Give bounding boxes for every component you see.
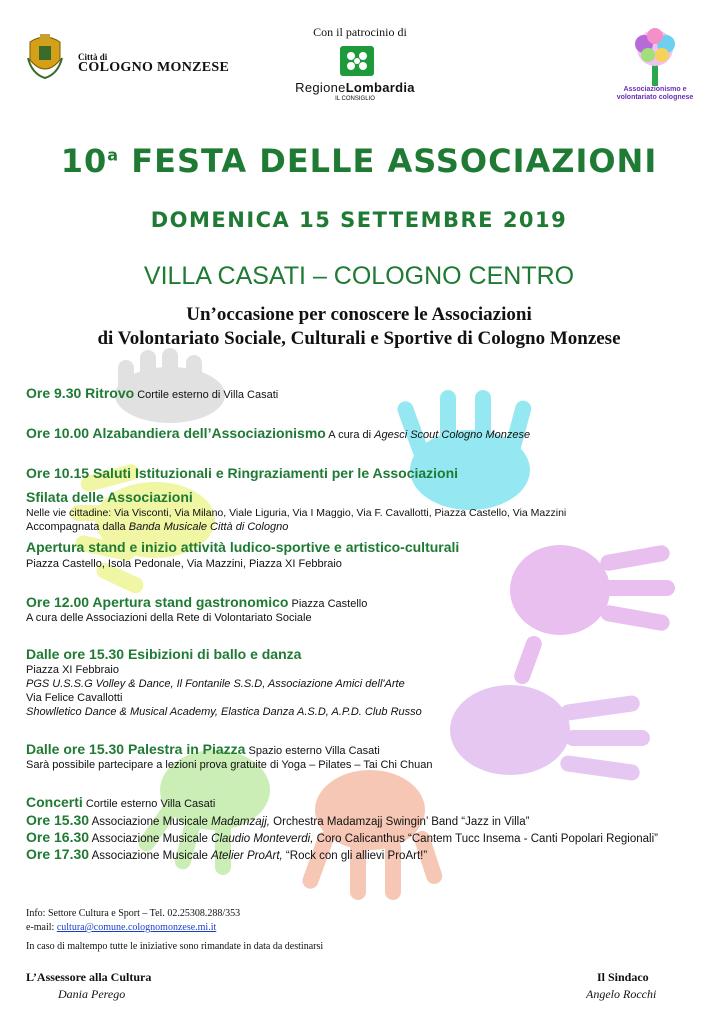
hand-cyan-icon xyxy=(395,390,533,510)
sindaco-role: Il Sindaco xyxy=(597,970,649,984)
event-title: 10$^a$ FESTA DELLE ASSOCIAZIONI xyxy=(60,142,658,180)
footer-email-line: e-mail: cultura@comune.colognomonzese.mi.it xyxy=(26,922,217,933)
event-date: DOMENICA 15 SETTEMBRE 2019 xyxy=(150,208,568,232)
sfilata-route: Nelle vie cittadine: Via Visconti, Via Milano, Viale Liguria, Via I Maggio, Via F. Cavallotti, Piazza Castello, Via Mazzini xyxy=(26,507,567,519)
program-item-sfilata: Sfilata delle Associazioni xyxy=(26,489,193,505)
weather-note: In caso di maltempo tutte le iniziative sono rimandate in data da destinarsi xyxy=(26,941,324,952)
patronage-label: Con il patrocinio di xyxy=(313,25,407,39)
association-tree-logo-icon xyxy=(620,28,690,88)
footer-info-line: Info: Settore Cultura e Sport – Tel. 02.25308.288/353 xyxy=(26,908,241,919)
footer-contact xyxy=(26,907,240,935)
city-crest-icon xyxy=(26,30,64,80)
gastronomico-organizers: A cura delle Associazioni della Rete di Volontariato Sociale xyxy=(26,612,312,624)
assessore-name: Dania Perego xyxy=(58,987,126,1001)
ballo-groups-1: PGS U.S.S.G Volley & Dance, Il Fontanile S.S.D, Associazione Amici dell'Arte xyxy=(26,678,405,690)
concert-row: Ore 15.30 Associazione Musicale Madamzajj, Orchestra Madamzajj Swingin’ Band “Jazz in Villa” xyxy=(26,812,530,828)
email-link[interactable]: cultura@comune.colognomonzese.mi.it xyxy=(56,922,217,933)
assessore-role: L’Assessore alla Cultura xyxy=(26,970,152,984)
ballo-place-1: Piazza XI Febbraio xyxy=(26,664,119,676)
apertura-stand-places: Piazza Castello, Isola Pedonale, Via Mazzini, Piazza XI Febbraio xyxy=(26,558,342,570)
region-logo-text: RegioneLombardia xyxy=(295,80,415,95)
city-label-small: Città di xyxy=(78,52,108,62)
program-item-ritrovo: Ore 9.30 Ritrovo Cortile esterno di Villa Casati xyxy=(26,385,279,401)
program-item-ballo-danza: Dalle ore 15.30 Esibizioni di ballo e danza xyxy=(26,646,302,662)
program-item-palestra: Dalle ore 15.30 Palestra in Piazza Spazio esterno Villa Casati xyxy=(26,741,380,757)
region-lombardia-logo-icon xyxy=(340,46,374,76)
sindaco-name: Angelo Rocchi xyxy=(586,987,657,1001)
event-venue: VILLA CASATI – COLOGNO CENTRO xyxy=(143,262,575,290)
ballo-groups-2: Showlletico Dance & Musical Academy, Elastica Danza A.S.D, A.P.D. Club Russo xyxy=(26,706,422,718)
event-intro: Un’occasione per conoscere le Associazioni di Volontariato Sociale, Culturali e Sportive di Cologno Monzese xyxy=(97,304,621,349)
program-item-alzabandiera: Ore 10.00 Alzabandiera dell’Associazionismo A cura di Agesci Scout Cologno Monzese xyxy=(26,425,531,441)
palestra-description: Sarà possibile partecipare a lezioni prova gratuite di Yoga – Pilates – Tai Chi Chuan xyxy=(26,759,433,771)
concert-row: Ore 16.30 Associazione Musicale Claudio Monteverdi, Coro Calicanthus “Cantem Tucc Insema - Canti Popolari Regionali” xyxy=(26,829,658,845)
city-name: COLOGNO MONZESE xyxy=(78,60,230,75)
hand-violet-icon xyxy=(450,685,650,781)
program-item-saluti: Ore 10.15 Saluti Istituzionali e Ringraziamenti per le Associazioni xyxy=(26,465,459,481)
program-item-apertura-stand: Apertura stand e inizio attività ludico-sportive e artistico-culturali xyxy=(26,539,460,555)
program-item-gastronomico: Ore 12.00 Apertura stand gastronomico Piazza Castello xyxy=(26,594,368,610)
hand-magenta-icon xyxy=(510,544,675,686)
region-logo-subtitle: IL CONSIGLIO xyxy=(335,96,375,102)
sfilata-band: Accompagnata dalla Banda Musicale Città di Cologno xyxy=(26,521,289,533)
association-logo-text: Associazionismo e volontariato colognese xyxy=(616,86,694,101)
program-item-concerti: Concerti Cortile esterno Villa Casati xyxy=(26,794,216,810)
concert-row: Ore 17.30 Associazione Musicale Atelier ProArt, “Rock con gli allievi ProArt!” xyxy=(26,846,428,862)
ballo-place-2: Via Felice Cavallotti xyxy=(26,692,123,704)
